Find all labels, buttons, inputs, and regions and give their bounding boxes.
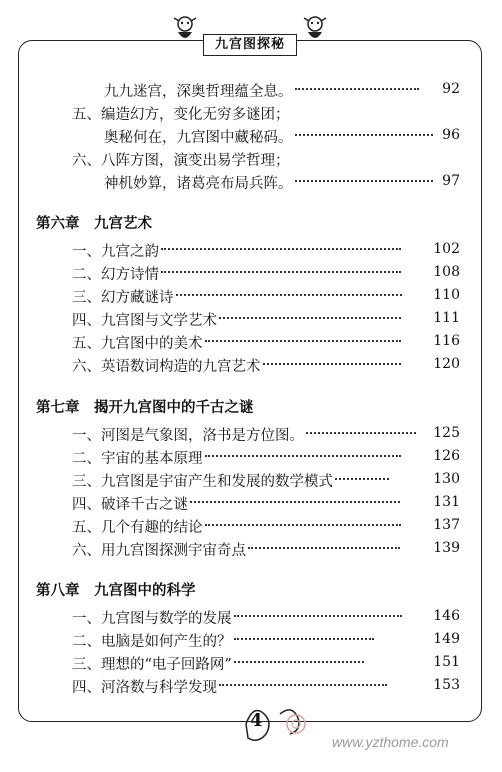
toc-page: 149 [433, 631, 460, 647]
toc-page: 153 [433, 677, 460, 693]
page-number-ornament-icon [236, 694, 316, 750]
toc-entry[interactable]: 九九迷宫，深奥哲理蕴全息。 [104, 80, 421, 101]
toc-entry[interactable]: 四、破译千古之谜 [72, 493, 402, 514]
toc-entry[interactable]: 五、九宫图中的美术 [72, 332, 403, 353]
toc-page: 96 [442, 127, 460, 143]
chapter-title: 第六章 九宫艺术 [36, 215, 152, 232]
toc-page: 108 [433, 264, 460, 280]
toc-entry[interactable]: 一、九宫图与数学的发展 [72, 607, 404, 628]
toc-page: 131 [433, 494, 460, 510]
toc-page: 151 [433, 654, 460, 670]
toc-page: 110 [433, 287, 460, 303]
mascot-left-icon [170, 14, 200, 48]
toc-entry[interactable]: 一、九宫之韵 [72, 240, 403, 261]
toc-entry[interactable]: 六、八阵方图，演变出易学哲理； [72, 153, 290, 169]
toc-page: 137 [433, 517, 460, 533]
toc-page: 126 [433, 448, 460, 464]
page-number: 4 [250, 710, 263, 731]
toc-page: 92 [442, 81, 460, 97]
toc-entry[interactable]: 六、英语数词构造的九宫艺术 [72, 355, 403, 376]
toc-page: 97 [442, 173, 460, 189]
toc-entry[interactable]: 三、幻方藏谜诗 [72, 286, 404, 307]
chapter-title: 第八章 九宫图中的科学 [36, 582, 196, 599]
toc-entry[interactable]: 奥秘何在，九宫图中藏秘码。 [104, 126, 435, 147]
toc-entry[interactable]: 四、九宫图与文学艺术 [72, 309, 403, 330]
toc-entry[interactable]: 三、九宫图是宇宙产生和发展的数学模式 [72, 470, 391, 491]
toc-entry[interactable]: 四、河洛数与科学发现 [72, 676, 389, 697]
toc-page: 111 [433, 310, 460, 326]
toc-entry[interactable]: 三、理想的“电子回路网” [72, 653, 366, 674]
header-title: 九宫图探秘 [203, 34, 297, 56]
toc-page: 125 [433, 425, 460, 441]
toc-entry[interactable]: 二、宇宙的基本原理 [72, 447, 403, 468]
toc-entry[interactable]: 神机妙算，诸葛亮布局兵阵。 [104, 172, 435, 193]
toc-page: 139 [433, 540, 460, 556]
toc-entry[interactable]: 五、编造幻方，变化无穷多谜团； [72, 107, 290, 123]
toc-page: 120 [433, 356, 460, 372]
toc-entry[interactable]: 一、河图是气象图，洛书是方位图。 [72, 424, 418, 445]
toc-page: 130 [433, 471, 460, 487]
chapter-title: 第七章 揭开九宫图中的千古之谜 [36, 399, 254, 416]
toc-page: 116 [433, 333, 460, 349]
watermark: www.yzthome.com [332, 734, 449, 750]
toc-entry[interactable]: 二、电脑是如何产生的？ [72, 630, 376, 651]
toc-page: 102 [433, 241, 460, 257]
toc-entry[interactable]: 二、幻方诗情 [72, 263, 403, 284]
toc-entry[interactable]: 五、几个有趣的结论 [72, 516, 403, 537]
mascot-right-icon [300, 14, 330, 48]
toc-entry[interactable]: 六、用九宫图探测宇宙奇点 [72, 539, 402, 560]
toc-page: 146 [433, 608, 460, 624]
